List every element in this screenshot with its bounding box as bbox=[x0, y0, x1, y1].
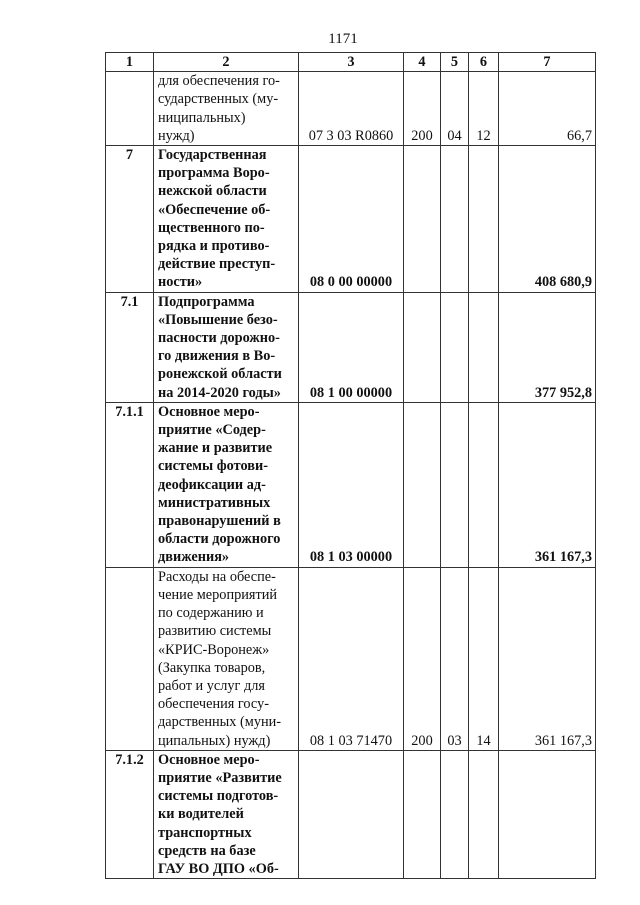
row-col5: 04 bbox=[441, 72, 469, 146]
header-cell: 6 bbox=[469, 53, 499, 72]
row-number bbox=[106, 72, 154, 146]
row-col4: 200 bbox=[404, 72, 441, 146]
row-name: Расходы на обеспе- чение мероприятий по содержанию и развитию системы «КРИС-Воронеж» (Закупка товаров, работ и услуг для обеспечения госу- дарственных (муни- ципальных) нужд) bbox=[154, 567, 299, 750]
row-col5: 03 bbox=[441, 567, 469, 750]
row-amount: 408 680,9 bbox=[499, 146, 596, 293]
table-header-row bbox=[106, 53, 596, 72]
row-code: 07 3 03 R0860 bbox=[299, 72, 404, 146]
table-row bbox=[106, 750, 596, 878]
budget-table bbox=[105, 52, 596, 879]
header-cell: 1 bbox=[106, 53, 154, 72]
page-number: 1171 bbox=[328, 31, 358, 47]
table-row bbox=[106, 292, 596, 402]
row-col5 bbox=[441, 146, 469, 293]
row-code: 08 1 03 00000 bbox=[299, 402, 404, 567]
row-amount: 66,7 bbox=[499, 72, 596, 146]
row-amount: 361 167,3 bbox=[499, 402, 596, 567]
row-name: Подпрограмма «Повышение безо- пасности дорожно- го движения в Во- ронежской области на 2014-2020 годы» bbox=[154, 292, 299, 402]
row-number: 7 bbox=[106, 146, 154, 293]
row-col6 bbox=[469, 292, 499, 402]
row-code: 08 0 00 00000 bbox=[299, 146, 404, 293]
header-cell: 7 bbox=[499, 53, 596, 72]
row-col6: 12 bbox=[469, 72, 499, 146]
header-cell: 2 bbox=[154, 53, 299, 72]
row-code: 08 1 03 71470 bbox=[299, 567, 404, 750]
row-col5 bbox=[441, 292, 469, 402]
row-code bbox=[299, 750, 404, 878]
row-col5 bbox=[441, 750, 469, 878]
table-row bbox=[106, 567, 596, 750]
row-number: 7.1.1 bbox=[106, 402, 154, 567]
row-number: 7.1 bbox=[106, 292, 154, 402]
header-cell: 3 bbox=[299, 53, 404, 72]
row-col6 bbox=[469, 402, 499, 567]
row-amount: 361 167,3 bbox=[499, 567, 596, 750]
row-number: 7.1.2 bbox=[106, 750, 154, 878]
row-col6 bbox=[469, 146, 499, 293]
row-col6 bbox=[469, 750, 499, 878]
table-row bbox=[106, 72, 596, 146]
row-amount bbox=[499, 750, 596, 878]
row-name: Основное меро- приятие «Содер- жание и развитие системы фотови- деофиксации ад- министративных правонарушений в области дорожного движения» bbox=[154, 402, 299, 567]
row-amount: 377 952,8 bbox=[499, 292, 596, 402]
row-code: 08 1 00 00000 bbox=[299, 292, 404, 402]
row-col4 bbox=[404, 750, 441, 878]
row-col6: 14 bbox=[469, 567, 499, 750]
row-number bbox=[106, 567, 154, 750]
table-row bbox=[106, 146, 596, 293]
table-row bbox=[106, 402, 596, 567]
row-col4: 200 bbox=[404, 567, 441, 750]
row-col4 bbox=[404, 292, 441, 402]
row-col4 bbox=[404, 146, 441, 293]
header-cell: 4 bbox=[404, 53, 441, 72]
header-cell: 5 bbox=[441, 53, 469, 72]
row-name: Основное меро- приятие «Развитие системы подготов- ки водителей транспортных средств на базе ГАУ ВО ДПО «Об- bbox=[154, 750, 299, 878]
row-name: Государственная программа Воро- нежской области «Обеспечение об- щественного по- рядка и противо- действие преступ- ности» bbox=[154, 146, 299, 293]
row-name: для обеспечения го- сударственных (му- ниципальных) нужд) bbox=[154, 72, 299, 146]
row-col4 bbox=[404, 402, 441, 567]
row-col5 bbox=[441, 402, 469, 567]
